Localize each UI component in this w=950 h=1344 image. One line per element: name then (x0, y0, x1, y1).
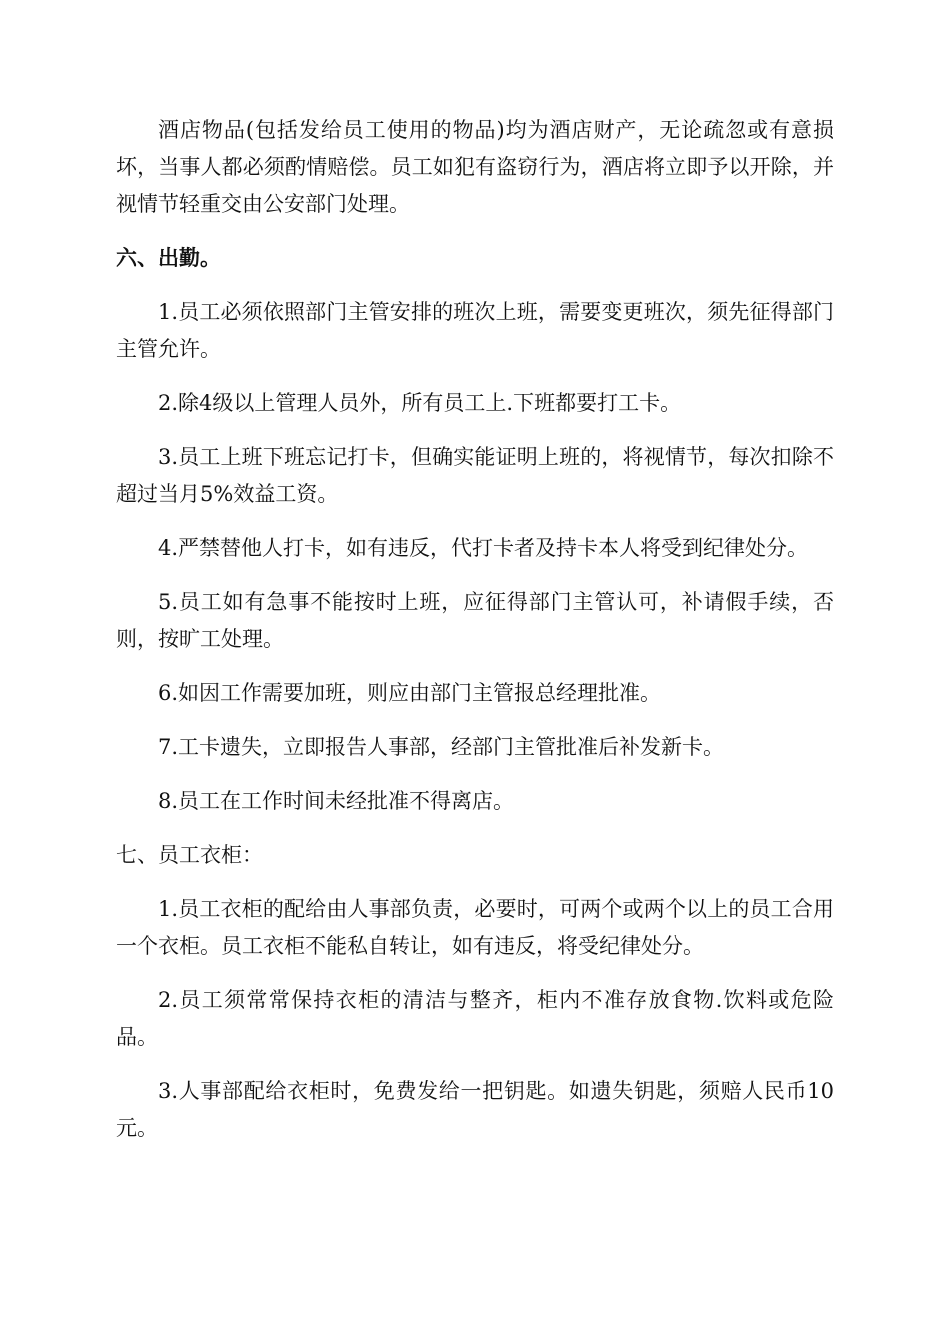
section-6-item: 6.如因工作需要加班，则应由部门主管报总经理批准。 (158, 681, 662, 705)
section-7-item: 1.员工衣柜的配给由人事部负责，必要时，可两个或两个以上的员工合用一个衣柜。员工衣柜不能私自转让，如有违反，将受纪律处分。 (116, 897, 834, 958)
section-7-item: 2.员工须常常保持衣柜的清洁与整齐，柜内不准存放食物.饮料或危险品。 (116, 988, 834, 1049)
section-6-item: 4.严禁替他人打卡，如有违反，代打卡者及持卡本人将受到纪律处分。 (158, 536, 809, 560)
section-7-item: 3.人事部配给衣柜时，免费发给一把钥匙。如遗失钥匙，须赔人民币10元。 (116, 1079, 834, 1140)
section-6-item: 8.员工在工作时间未经批准不得离店。 (158, 789, 515, 813)
section-6-item: 2.除4级以上管理人员外，所有员工上.下班都要打工卡。 (158, 391, 682, 415)
intro-paragraph: 酒店物品(包括发给员工使用的物品)均为酒店财产，无论疏忽或有意损坏，当事人都必须酌情赔偿。员工如犯有盗窃行为，酒店将立即予以开除，并视情节轻重交由公安部门处理。 (116, 118, 834, 216)
section-7-heading: 七、员工衣柜： (116, 843, 263, 867)
section-6-item: 7.工卡遗失，立即报告人事部，经部门主管批准后补发新卡。 (158, 735, 725, 759)
section-6-item: 3.员工上班下班忘记打卡，但确实能证明上班的，将视情节，每次扣除不超过当月5%效益工资。 (116, 445, 834, 506)
section-6-heading: 六、出勤。 (116, 246, 221, 270)
section-6-item: 1.员工必须依照部门主管安排的班次上班，需要变更班次，须先征得部门主管允许。 (116, 300, 834, 361)
document-body (116, 112, 834, 1164)
section-6-item: 5.员工如有急事不能按时上班，应征得部门主管认可，补请假手续，否则，按旷工处理。 (116, 590, 834, 651)
